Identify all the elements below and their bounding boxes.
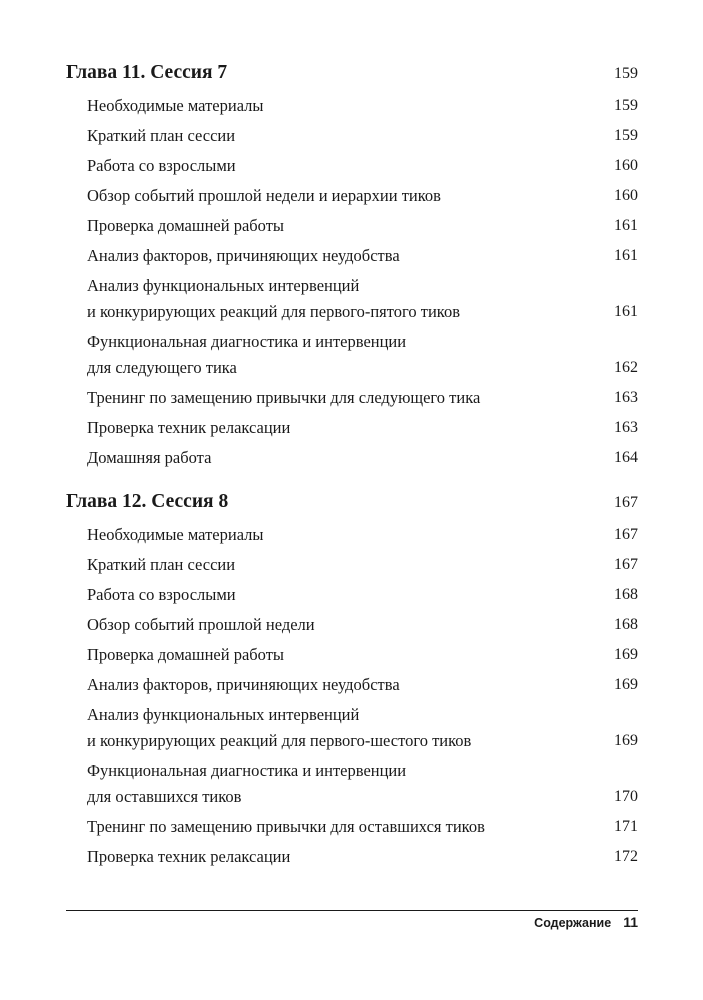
page-footer [534, 914, 638, 930]
toc-entry-text: Функциональная диагностика и интервенции для следующего тика [87, 332, 407, 377]
toc-entry-page: 168 [614, 616, 638, 633]
toc-entry [66, 814, 638, 840]
toc-entry-text: Проверка домашней работы [87, 645, 284, 664]
toc-entry-page: 169 [614, 646, 638, 663]
toc-entry [66, 243, 638, 269]
toc-entry [66, 385, 638, 411]
running-footer-label: Содержание [534, 916, 612, 930]
toc-entry-page: 160 [614, 157, 638, 174]
toc-entry [66, 612, 638, 638]
toc-entry [66, 183, 638, 209]
toc-entry-page: 167 [614, 526, 638, 543]
toc-entry-text: Краткий план сессии [87, 555, 236, 574]
chapter-page-number: 159 [614, 65, 638, 82]
toc-entry-text: Обзор событий прошлой недели и иерархии тиков [87, 186, 441, 205]
toc-entry-page: 169 [614, 676, 638, 693]
toc-entry [66, 552, 638, 578]
toc-entry [66, 153, 638, 179]
toc-entry-text: Функциональная диагностика и интервенции для оставшихся тиков [87, 761, 407, 806]
toc-entry [66, 672, 638, 698]
toc-entry [66, 415, 638, 441]
toc-entry-text: Анализ факторов, причиняющих неудобства [87, 675, 400, 694]
toc-entry-text: Домашняя работа [87, 448, 212, 467]
toc-entry-page: 172 [614, 848, 638, 865]
toc-entry-text: Работа со взрослыми [87, 156, 236, 175]
toc-entry-page: 164 [614, 449, 638, 466]
toc-entry-page: 159 [614, 127, 638, 144]
toc-entry-text: Анализ факторов, причиняющих неудобства [87, 246, 400, 265]
folio-page-number: 11 [623, 914, 638, 930]
toc-entry-text: Анализ функциональных интервенций и конкурирующих реакций для первого-пятого тиков [87, 276, 461, 321]
toc-entry [66, 758, 638, 810]
chapter-title: Глава 11. Сессия 7 [66, 62, 228, 83]
toc-entry-text: Проверка домашней работы [87, 216, 284, 235]
toc-entry [66, 93, 638, 119]
toc-entry-page: 162 [614, 359, 638, 376]
toc-entry [66, 213, 638, 239]
toc-entry-text: Работа со взрослыми [87, 585, 236, 604]
toc-entry-text: Необходимые материалы [87, 96, 264, 115]
toc-entry-page: 159 [614, 97, 638, 114]
toc-entry-text: Проверка техник релаксации [87, 418, 291, 437]
chapter-heading [66, 487, 638, 518]
toc-entry [66, 844, 638, 870]
toc-entry-page: 163 [614, 389, 638, 406]
toc-entry-text: Тренинг по замещению привычки для оставшихся тиков [87, 817, 485, 836]
toc-entry-page: 170 [614, 788, 638, 805]
toc-entry-page: 161 [614, 247, 638, 264]
chapter-page-number: 167 [614, 494, 638, 511]
toc-entry-text: Тренинг по замещению привычки для следующего тика [87, 388, 481, 407]
toc-entry-page: 161 [614, 217, 638, 234]
toc-entry-text: Необходимые материалы [87, 525, 264, 544]
toc-entry-page: 163 [614, 419, 638, 436]
toc-entry [66, 123, 638, 149]
toc-entry [66, 582, 638, 608]
footer-rule [66, 910, 638, 911]
chapter-title: Глава 12. Сессия 8 [66, 491, 229, 512]
toc-entry-page: 167 [614, 556, 638, 573]
chapter-heading [66, 58, 638, 89]
toc-entry-text: Краткий план сессии [87, 126, 236, 145]
toc-entry-page: 160 [614, 187, 638, 204]
toc-entry [66, 702, 638, 754]
toc-entry-page: 168 [614, 586, 638, 603]
toc-entry [66, 445, 638, 471]
table-of-contents [66, 58, 638, 870]
toc-entry [66, 329, 638, 381]
toc-entry-text: Анализ функциональных интервенций и конкурирующих реакций для первого-шестого тиков [87, 705, 472, 750]
toc-entry [66, 522, 638, 548]
toc-entry-text: Проверка техник релаксации [87, 847, 291, 866]
toc-entry-page: 171 [614, 818, 638, 835]
toc-entry [66, 642, 638, 668]
toc-entry-page: 169 [614, 732, 638, 749]
toc-entry-page: 161 [614, 303, 638, 320]
toc-entry-text: Обзор событий прошлой недели [87, 615, 315, 634]
toc-entry [66, 273, 638, 325]
